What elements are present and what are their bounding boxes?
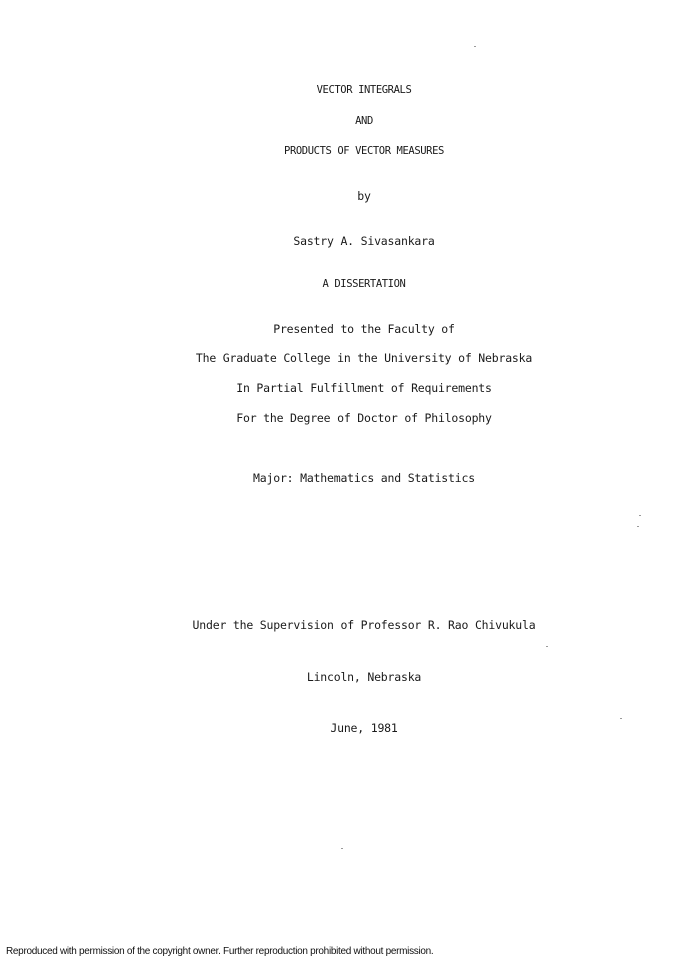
by-line: by [357,189,371,203]
copyright-notice: Reproduced with permission of the copyright owner. Further reproduction prohibited without permission. [6,946,434,957]
major-line: Major: Mathematics and Statistics [253,471,475,485]
author-name: Sastry A. Sivasankara [293,234,435,248]
document-type: A DISSERTATION [322,278,406,290]
presented-line-4: For the Degree of Doctor of Philosophy [236,411,492,425]
scan-speck [637,526,639,527]
scan-speck [341,848,343,849]
scan-speck [474,46,476,47]
scan-speck [620,718,622,719]
date-line: June, 1981 [330,721,398,735]
supervision-line: Under the Supervision of Professor R. Rao Chivukula [192,618,536,632]
scan-speck [546,646,548,647]
title-line-2: AND [355,115,373,127]
location-line: Lincoln, Nebraska [306,670,422,684]
title-line-1: VECTOR INTEGRALS [316,84,412,96]
presented-line-2: The Graduate College in the University of Nebraska [195,351,533,365]
presented-line-1: Presented to the Faculty of [273,322,455,336]
presented-line-3: In Partial Fulfillment of Requirements [236,381,492,395]
title-line-3: PRODUCTS OF VECTOR MEASURES [284,145,444,157]
scan-speck [639,515,641,516]
